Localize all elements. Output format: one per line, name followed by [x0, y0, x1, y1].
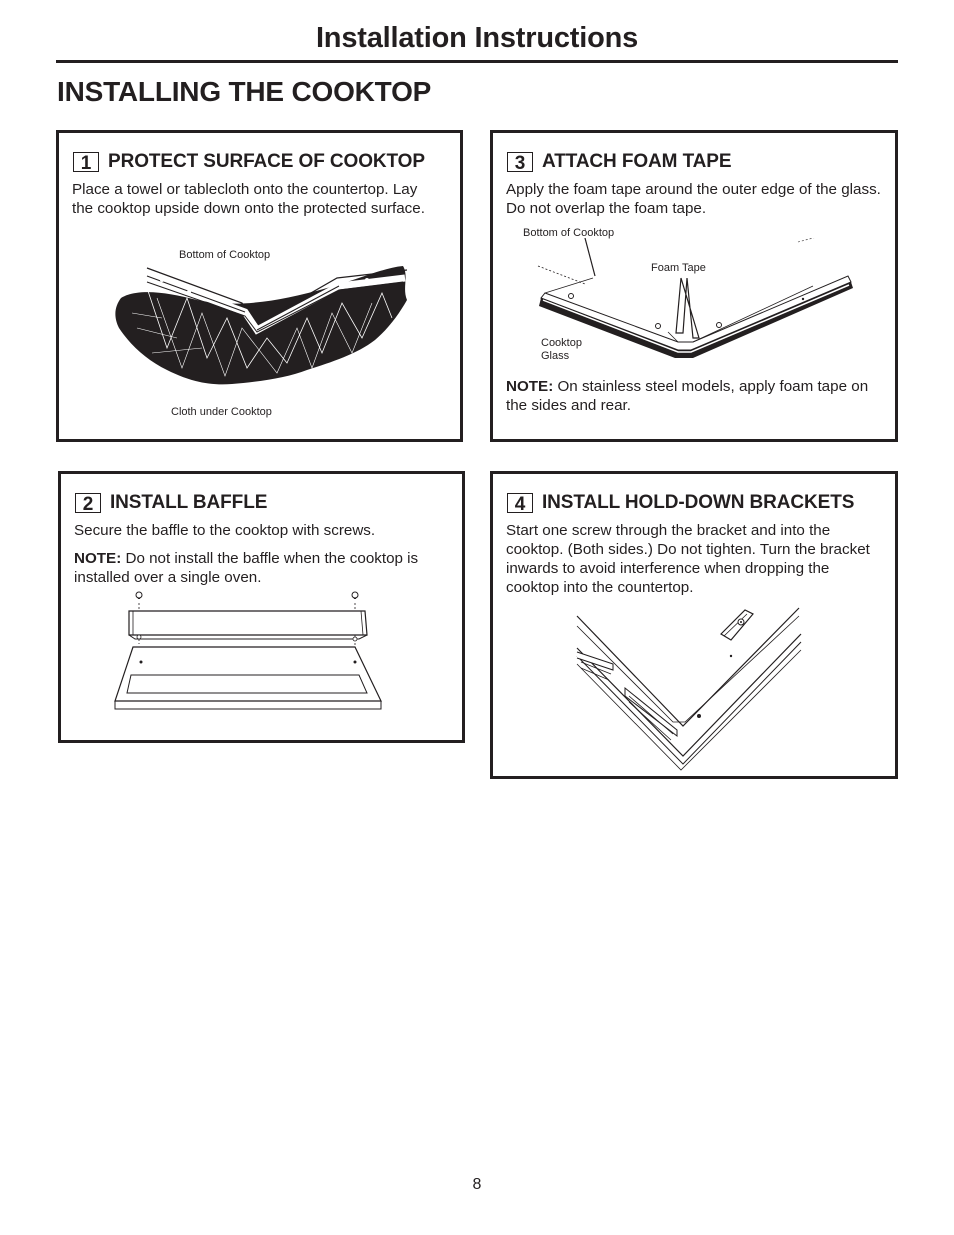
step-3-heading — [507, 151, 731, 173]
step-3-note-label: NOTE: — [506, 378, 554, 395]
step-1-label-cloth: Cloth under Cooktop — [171, 406, 272, 418]
step-3-text: Apply the foam tape around the outer edge of the glass. Do not overlap the foam tape. — [506, 181, 881, 217]
step-3-label-glass-2: Glass — [541, 350, 570, 362]
step-4-text: Start one screw through the bracket and into the cooktop. (Both sides.) Do not tighten. Turn the bracket inwards to avoid interference when dropping the cooktop into the countertop. — [506, 522, 870, 596]
step-1-heading — [73, 151, 425, 173]
step-3-note-text: On stainless steel models, apply foam tape on the sides and rear. — [506, 378, 869, 414]
step-2-note — [74, 549, 449, 587]
page-number: 8 — [472, 1176, 482, 1193]
step-4-title: INSTALL HOLD-DOWN BRACKETS — [542, 492, 855, 513]
step-1-text: Place a towel or tablecloth onto the countertop. Lay the cooktop upside down onto the protected surface. — [72, 181, 425, 217]
step-3-illustration — [533, 238, 863, 368]
step-2-heading — [75, 492, 267, 514]
step-2-illustration — [109, 589, 389, 719]
step-4-heading — [507, 492, 854, 514]
step-1-number: 1 — [73, 152, 99, 172]
step-2-box — [58, 471, 465, 743]
step-3-number: 3 — [507, 152, 533, 172]
step-2-title: INSTALL BAFFLE — [110, 492, 268, 513]
step-3-note — [506, 377, 881, 415]
step-3-title: ATTACH FOAM TAPE — [542, 151, 732, 172]
step-1-title: PROTECT SURFACE OF COOKTOP — [108, 151, 425, 172]
section-title: INSTALLING THE COOKTOP — [57, 76, 432, 107]
step-3-label-foam: Foam Tape — [651, 262, 706, 274]
step-3-label-glass-1: Cooktop — [541, 337, 582, 349]
step-4-box — [490, 471, 898, 779]
step-4-illustration — [573, 604, 813, 774]
step-4-number: 4 — [507, 493, 533, 513]
step-2-note-text: Do not install the baffle when the cooktop is installed over a single oven. — [74, 550, 419, 586]
step-3-box — [490, 130, 898, 442]
step-2-text: Secure the baffle to the cooktop with screws. — [74, 522, 376, 539]
step-3-label-bottom: Bottom of Cooktop — [523, 227, 615, 239]
step-1-illustration — [107, 258, 417, 398]
header-rule — [56, 60, 898, 63]
step-2-number: 2 — [75, 493, 101, 513]
step-2-note-label: NOTE: — [74, 550, 122, 567]
header-title: Installation Instructions — [315, 22, 639, 54]
step-1-box — [56, 130, 463, 442]
step-1-label-bottom: Bottom of Cooktop — [179, 249, 271, 261]
